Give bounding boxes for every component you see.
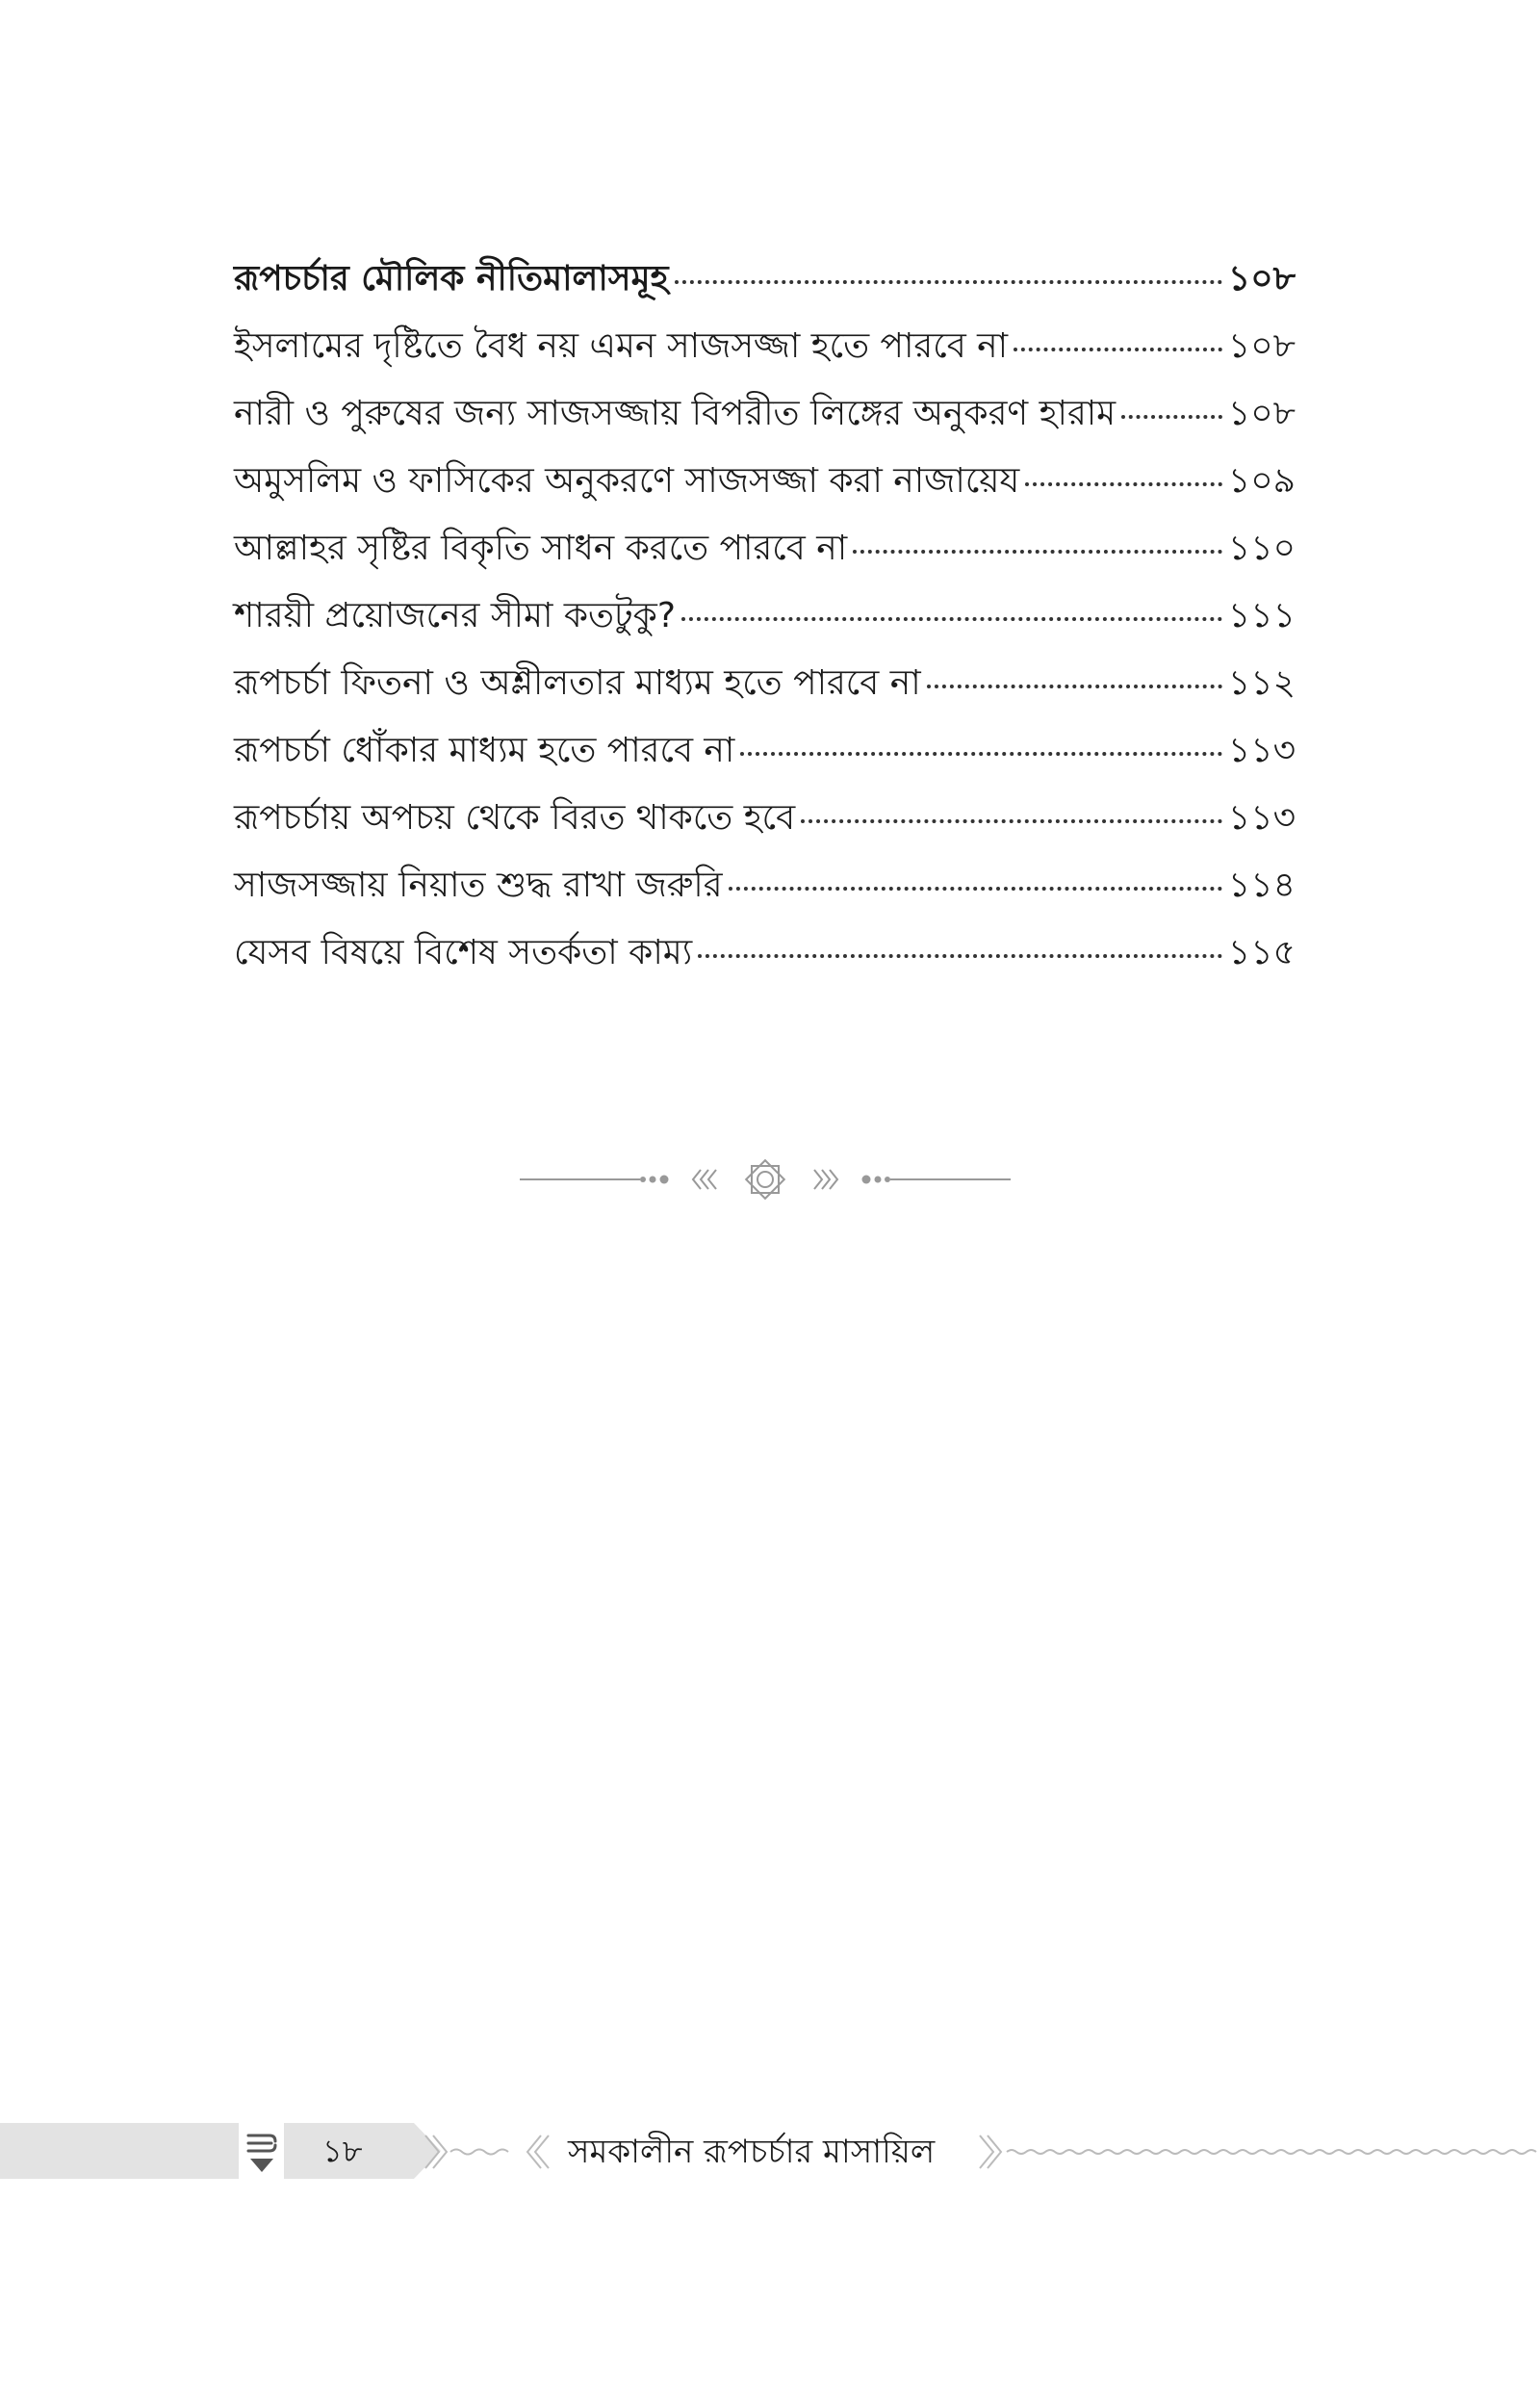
page-number: ১৮ <box>322 2133 363 2169</box>
toc-entry-page: ১০৮ <box>1227 259 1296 298</box>
book-title: সমকালীন রূপচর্চার মাসায়িল <box>568 2133 936 2171</box>
octagram-divider-icon <box>520 1141 1011 1218</box>
toc-entry-page: ১০৮ <box>1227 326 1296 366</box>
toc-entry[interactable] <box>234 246 1296 313</box>
toc-leader-dots <box>927 685 1222 688</box>
menu-icon <box>243 2122 281 2180</box>
toc-entry-page: ১১০ <box>1227 529 1296 568</box>
toc-entry-title: ইসলামের দৃষ্টিতে বৈধ নয় এমন সাজসজ্জা হতে পারবে না <box>234 326 1009 366</box>
toc-entry-page: ১০৮ <box>1227 394 1296 433</box>
toc-entry-title: শারয়ী প্রয়োজনের সীমা কতটুকু? <box>234 596 676 635</box>
toc-entry-title: রূপচর্চা ফিতনা ও অশ্লীলতার মাধ্যম হতে পারবে না <box>234 663 921 703</box>
toc-leader-dots <box>1121 415 1222 419</box>
toc-leader-dots <box>1014 348 1222 351</box>
toc-entry-title: সাজসজ্জায় নিয়াত শুদ্ধ রাখা জরুরি <box>234 866 723 905</box>
toc-leader-dots <box>729 887 1222 891</box>
toc-leader-dots <box>801 819 1222 823</box>
toc-entry-title: নারী ও পুরুষের জন্য সাজসজ্জায় বিপরীত লিঙ্গের অনুকরণ হারাম <box>234 394 1116 433</box>
toc-leader-dots <box>675 280 1222 284</box>
footer-band <box>0 2123 239 2179</box>
toc-entry-title: যেসব বিষয়ে বিশেষ সতর্কতা কাম্য <box>234 933 693 972</box>
toc-entry-title: আল্লাহর সৃষ্টির বিকৃতি সাধন করতে পারবে না <box>234 529 848 568</box>
footer-chevron-decoration <box>414 2118 558 2186</box>
toc-entry-title: রূপচর্চায় অপচয় থেকে বিরত থাকতে হবে <box>234 798 796 838</box>
toc-entry[interactable] <box>234 919 1296 987</box>
toc-entry-page: ১১৪ <box>1227 866 1296 905</box>
toc-entry[interactable] <box>234 785 1296 852</box>
toc-leader-dots <box>853 550 1222 554</box>
toc-entry-page: ১১২ <box>1227 663 1296 703</box>
toc-entry[interactable] <box>234 582 1296 650</box>
toc-entry-page: ১১৩ <box>1227 731 1296 770</box>
toc-entry-page: ১০৯ <box>1227 461 1296 501</box>
toc-entry-page: ১১১ <box>1227 596 1296 635</box>
footer-wave-decoration <box>972 2118 1540 2186</box>
toc-entry[interactable] <box>234 852 1296 919</box>
toc-leader-dots <box>1025 482 1222 486</box>
table-of-contents <box>234 246 1296 987</box>
toc-entry[interactable] <box>234 380 1296 448</box>
page-number-box <box>284 2123 414 2179</box>
toc-entry[interactable] <box>234 515 1296 582</box>
toc-entry[interactable] <box>234 650 1296 717</box>
toc-entry-page: ১১৩ <box>1227 798 1296 838</box>
page-footer <box>0 2118 1540 2186</box>
toc-entry-title: অমুসলিম ও ফাসিকের অনুকরণে সাজসজ্জা করা নাজায়েয <box>234 461 1020 501</box>
toc-entry[interactable] <box>234 717 1296 785</box>
toc-entry-title: রূপচর্চার মৌলিক নীতিমালাসমূহ <box>234 259 669 298</box>
toc-leader-dots <box>681 617 1222 621</box>
toc-entry-title: রূপচর্চা ধোঁকার মাধ্যম হতে পারবে না <box>234 731 735 770</box>
toc-entry-page: ১১৫ <box>1227 933 1296 972</box>
toc-entry[interactable] <box>234 448 1296 515</box>
toc-entry[interactable] <box>234 313 1296 380</box>
toc-leader-dots <box>698 954 1222 958</box>
toc-leader-dots <box>740 752 1222 756</box>
